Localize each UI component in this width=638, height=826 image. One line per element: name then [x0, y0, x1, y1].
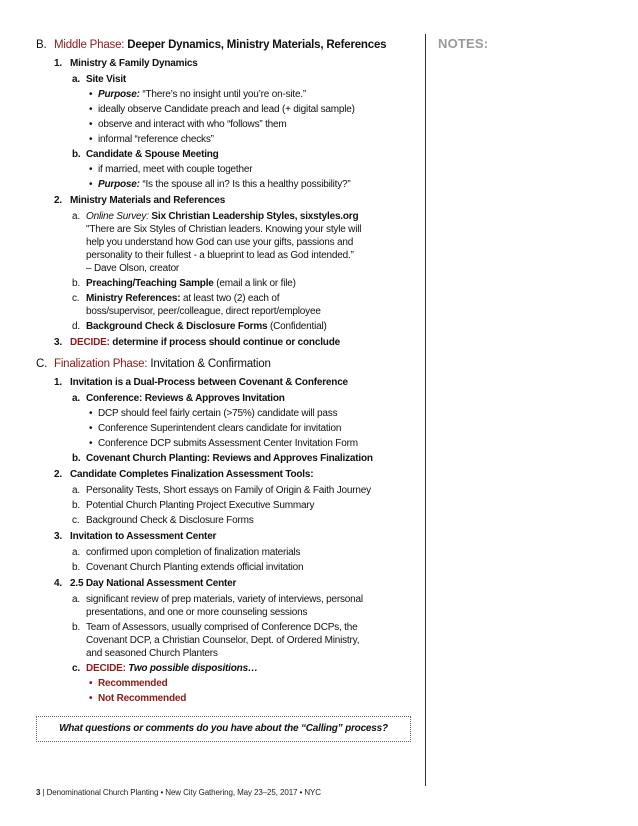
item-label: Invitation to Assessment Center — [70, 531, 217, 542]
quote-attribution: – Dave Olson, creator — [86, 263, 180, 274]
outline-item-decide — [36, 336, 414, 350]
bullet-text: ideally observe Candidate preach and lead (+ digital sample) — [98, 104, 355, 115]
bullet-icon: • — [89, 423, 93, 434]
subitem-letter: a. — [72, 393, 80, 404]
outline-item — [36, 468, 414, 482]
outline-subitem — [36, 593, 414, 619]
item-number: 3. — [54, 531, 62, 542]
purpose-label: Purpose: — [98, 179, 140, 190]
bullet-item — [36, 437, 414, 450]
bullet-text: informal “reference checks” — [98, 134, 214, 145]
bullet-text: DCP should feel fairly certain (>75%) candidate will pass — [98, 408, 338, 419]
outline-subitem — [36, 320, 414, 333]
outline-item — [36, 57, 414, 71]
bullet-item — [36, 103, 414, 116]
phase-label: Middle Phase: — [54, 39, 125, 51]
decide-label: DECIDE: — [70, 337, 110, 348]
subitem-text: (email a link or file) — [213, 278, 296, 289]
item-number: 2. — [54, 469, 62, 480]
subitem-letter: c. — [72, 515, 80, 526]
subitem-label: Candidate & Spouse Meeting — [86, 149, 219, 160]
outline-subitem — [36, 621, 414, 660]
subitem-letter: a. — [72, 547, 80, 558]
item-number: 3. — [54, 337, 62, 348]
item-label: Candidate Completes Finalization Assessment Tools: — [70, 469, 314, 480]
subitem-letter: b. — [72, 622, 80, 633]
subitem-label: Background Check & Disclosure Forms — [86, 321, 268, 332]
subitem-label: Site Visit — [86, 74, 127, 85]
subitem-text: Personality Tests, Short essays on Family of Origin & Faith Journey — [86, 485, 371, 496]
bullet-item — [36, 163, 414, 176]
disposition-recommended: Recommended — [98, 678, 168, 689]
page-number: 3 — [36, 788, 41, 797]
discussion-question-box: What questions or comments do you have about the “Calling” process? — [36, 716, 411, 742]
item-number: 1. — [54, 58, 62, 69]
subitem-letter: a. — [72, 594, 80, 605]
bullet-item — [36, 133, 414, 146]
subitem-text: (Confidential) — [267, 321, 327, 332]
decide-label: DECIDE: — [86, 663, 126, 674]
subitem-letter: a. — [72, 211, 80, 222]
bullet-icon: • — [89, 408, 93, 419]
subitem-text: confirmed upon completion of finalization materials — [86, 547, 301, 558]
subitem-label: Two possible dispositions… — [125, 663, 258, 674]
outline-subitem — [36, 484, 414, 497]
bullet-icon: • — [89, 438, 93, 449]
item-number: 4. — [54, 578, 62, 589]
subitem-letter: a. — [72, 485, 80, 496]
bullet-icon: • — [89, 678, 93, 689]
notes-divider — [425, 34, 426, 786]
outline-subitem — [36, 292, 414, 318]
outline-subitem — [36, 514, 414, 527]
bullet-icon: • — [89, 693, 93, 704]
outline-subitem — [36, 73, 414, 86]
section-title: Deeper Dynamics, Ministry Materials, References — [127, 39, 387, 51]
bullet-item — [36, 422, 414, 435]
survey-title: Six Christian Leadership Styles, sixstyles.org — [151, 211, 359, 222]
outline-subitem — [36, 452, 414, 465]
section-title: Invitation & Confirmation — [150, 358, 271, 370]
outline — [36, 38, 414, 705]
bullet-text: “Is the spouse all in? Is this a healthy possibility?” — [142, 179, 351, 190]
item-label: Ministry & Family Dynamics — [70, 58, 198, 69]
outline-item — [36, 376, 414, 390]
bullet-text: if married, meet with couple together — [98, 164, 253, 175]
section-letter: B. — [36, 39, 47, 51]
bullet-icon: • — [89, 134, 93, 145]
bullet-text: Conference DCP submits Assessment Center Invitation Form — [98, 438, 358, 449]
subitem-text: Covenant DCP, a Christian Counselor, Dept. of Ordered Ministry, — [86, 635, 360, 646]
outline-item — [36, 194, 414, 208]
subitem-text: and seasoned Church Planters — [86, 648, 218, 659]
notes-title: NOTES: — [438, 36, 489, 51]
item-label: Invitation is a Dual-Process between Covenant & Conference — [70, 377, 348, 388]
bullet-icon: • — [89, 104, 93, 115]
quote-line: personality to their fullest - a blueprint to lead as God intended.” — [86, 250, 354, 261]
outline-subitem — [36, 392, 414, 405]
subitem-letter: c. — [72, 663, 80, 674]
item-label: Ministry Materials and References — [70, 195, 226, 206]
outline-item — [36, 530, 414, 544]
bullet-item — [36, 692, 414, 705]
subitem-letter: b. — [72, 149, 81, 160]
subitem-text: at least two (2) each of — [180, 293, 280, 304]
subitem-text: boss/supervisor, peer/colleague, direct report/employee — [86, 306, 321, 317]
subitem-letter: d. — [72, 321, 80, 332]
bullet-item — [36, 178, 414, 191]
outline-item — [36, 577, 414, 591]
subitem-label: Conference: Reviews & Approves Invitation — [86, 393, 285, 404]
subitem-letter: c. — [72, 293, 80, 304]
item-label: 2.5 Day National Assessment Center — [70, 578, 237, 589]
page-footer — [36, 788, 321, 798]
bullet-text: Conference Superintendent clears candidate for invitation — [98, 423, 342, 434]
outline-subitem-decide — [36, 662, 414, 675]
item-label: determine if process should continue or conclude — [109, 337, 340, 348]
subitem-text: Potential Church Planting Project Executive Summary — [86, 500, 315, 511]
subitem-label: Preaching/Teaching Sample — [86, 278, 214, 289]
outline-subitem — [36, 546, 414, 559]
subitem-label: Ministry References: — [86, 293, 181, 304]
quote-line: help you understand how God can use your gifts, passions and — [86, 237, 354, 248]
subitem-text: presentations, and one or more counseling sessions — [86, 607, 308, 618]
section-c-heading — [36, 357, 414, 372]
subitem-text: Team of Assessors, usually comprised of Conference DCPs, the — [86, 622, 358, 633]
phase-label: Finalization Phase: — [54, 358, 148, 370]
subitem-text: Background Check & Disclosure Forms — [86, 515, 254, 526]
outline-subitem — [36, 277, 414, 290]
bullet-text: observe and interact with who “follows” them — [98, 119, 287, 130]
bullet-text: “There’s no insight until you’re on-site.” — [142, 89, 307, 100]
section-b-heading — [36, 38, 414, 53]
purpose-label: Purpose: — [98, 89, 140, 100]
subitem-letter: b. — [72, 500, 80, 511]
bullet-icon: • — [89, 89, 93, 100]
subitem-letter: b. — [72, 453, 81, 464]
bullet-icon: • — [89, 179, 93, 190]
subitem-label: Covenant Church Planting: Reviews and Approves Finalization — [86, 453, 373, 464]
disposition-not-recommended: Not Recommended — [98, 693, 187, 704]
bullet-icon: • — [89, 119, 93, 130]
outline-subitem — [36, 499, 414, 512]
outline-subitem — [36, 148, 414, 161]
section-letter: C. — [36, 358, 48, 370]
bullet-item — [36, 118, 414, 131]
item-number: 2. — [54, 195, 62, 206]
outline-subitem — [36, 210, 414, 275]
subitem-letter: b. — [72, 278, 80, 289]
subitem-letter: b. — [72, 562, 80, 573]
survey-label: Online Survey: — [86, 211, 149, 222]
outline-subitem — [36, 561, 414, 574]
subitem-text: Covenant Church Planting extends official invitation — [86, 562, 304, 573]
bullet-item — [36, 88, 414, 101]
quote-line: "There are Six Styles of Christian leaders. Knowing your style will — [86, 224, 362, 235]
footer-text: | Denominational Church Planting • New City Gathering, May 23–25, 2017 • NYC — [40, 788, 321, 797]
item-number: 1. — [54, 377, 62, 388]
bullet-item — [36, 677, 414, 690]
bullet-item — [36, 407, 414, 420]
bullet-icon: • — [89, 164, 93, 175]
subitem-text: significant review of prep materials, variety of interviews, personal — [86, 594, 363, 605]
subitem-letter: a. — [72, 74, 80, 85]
